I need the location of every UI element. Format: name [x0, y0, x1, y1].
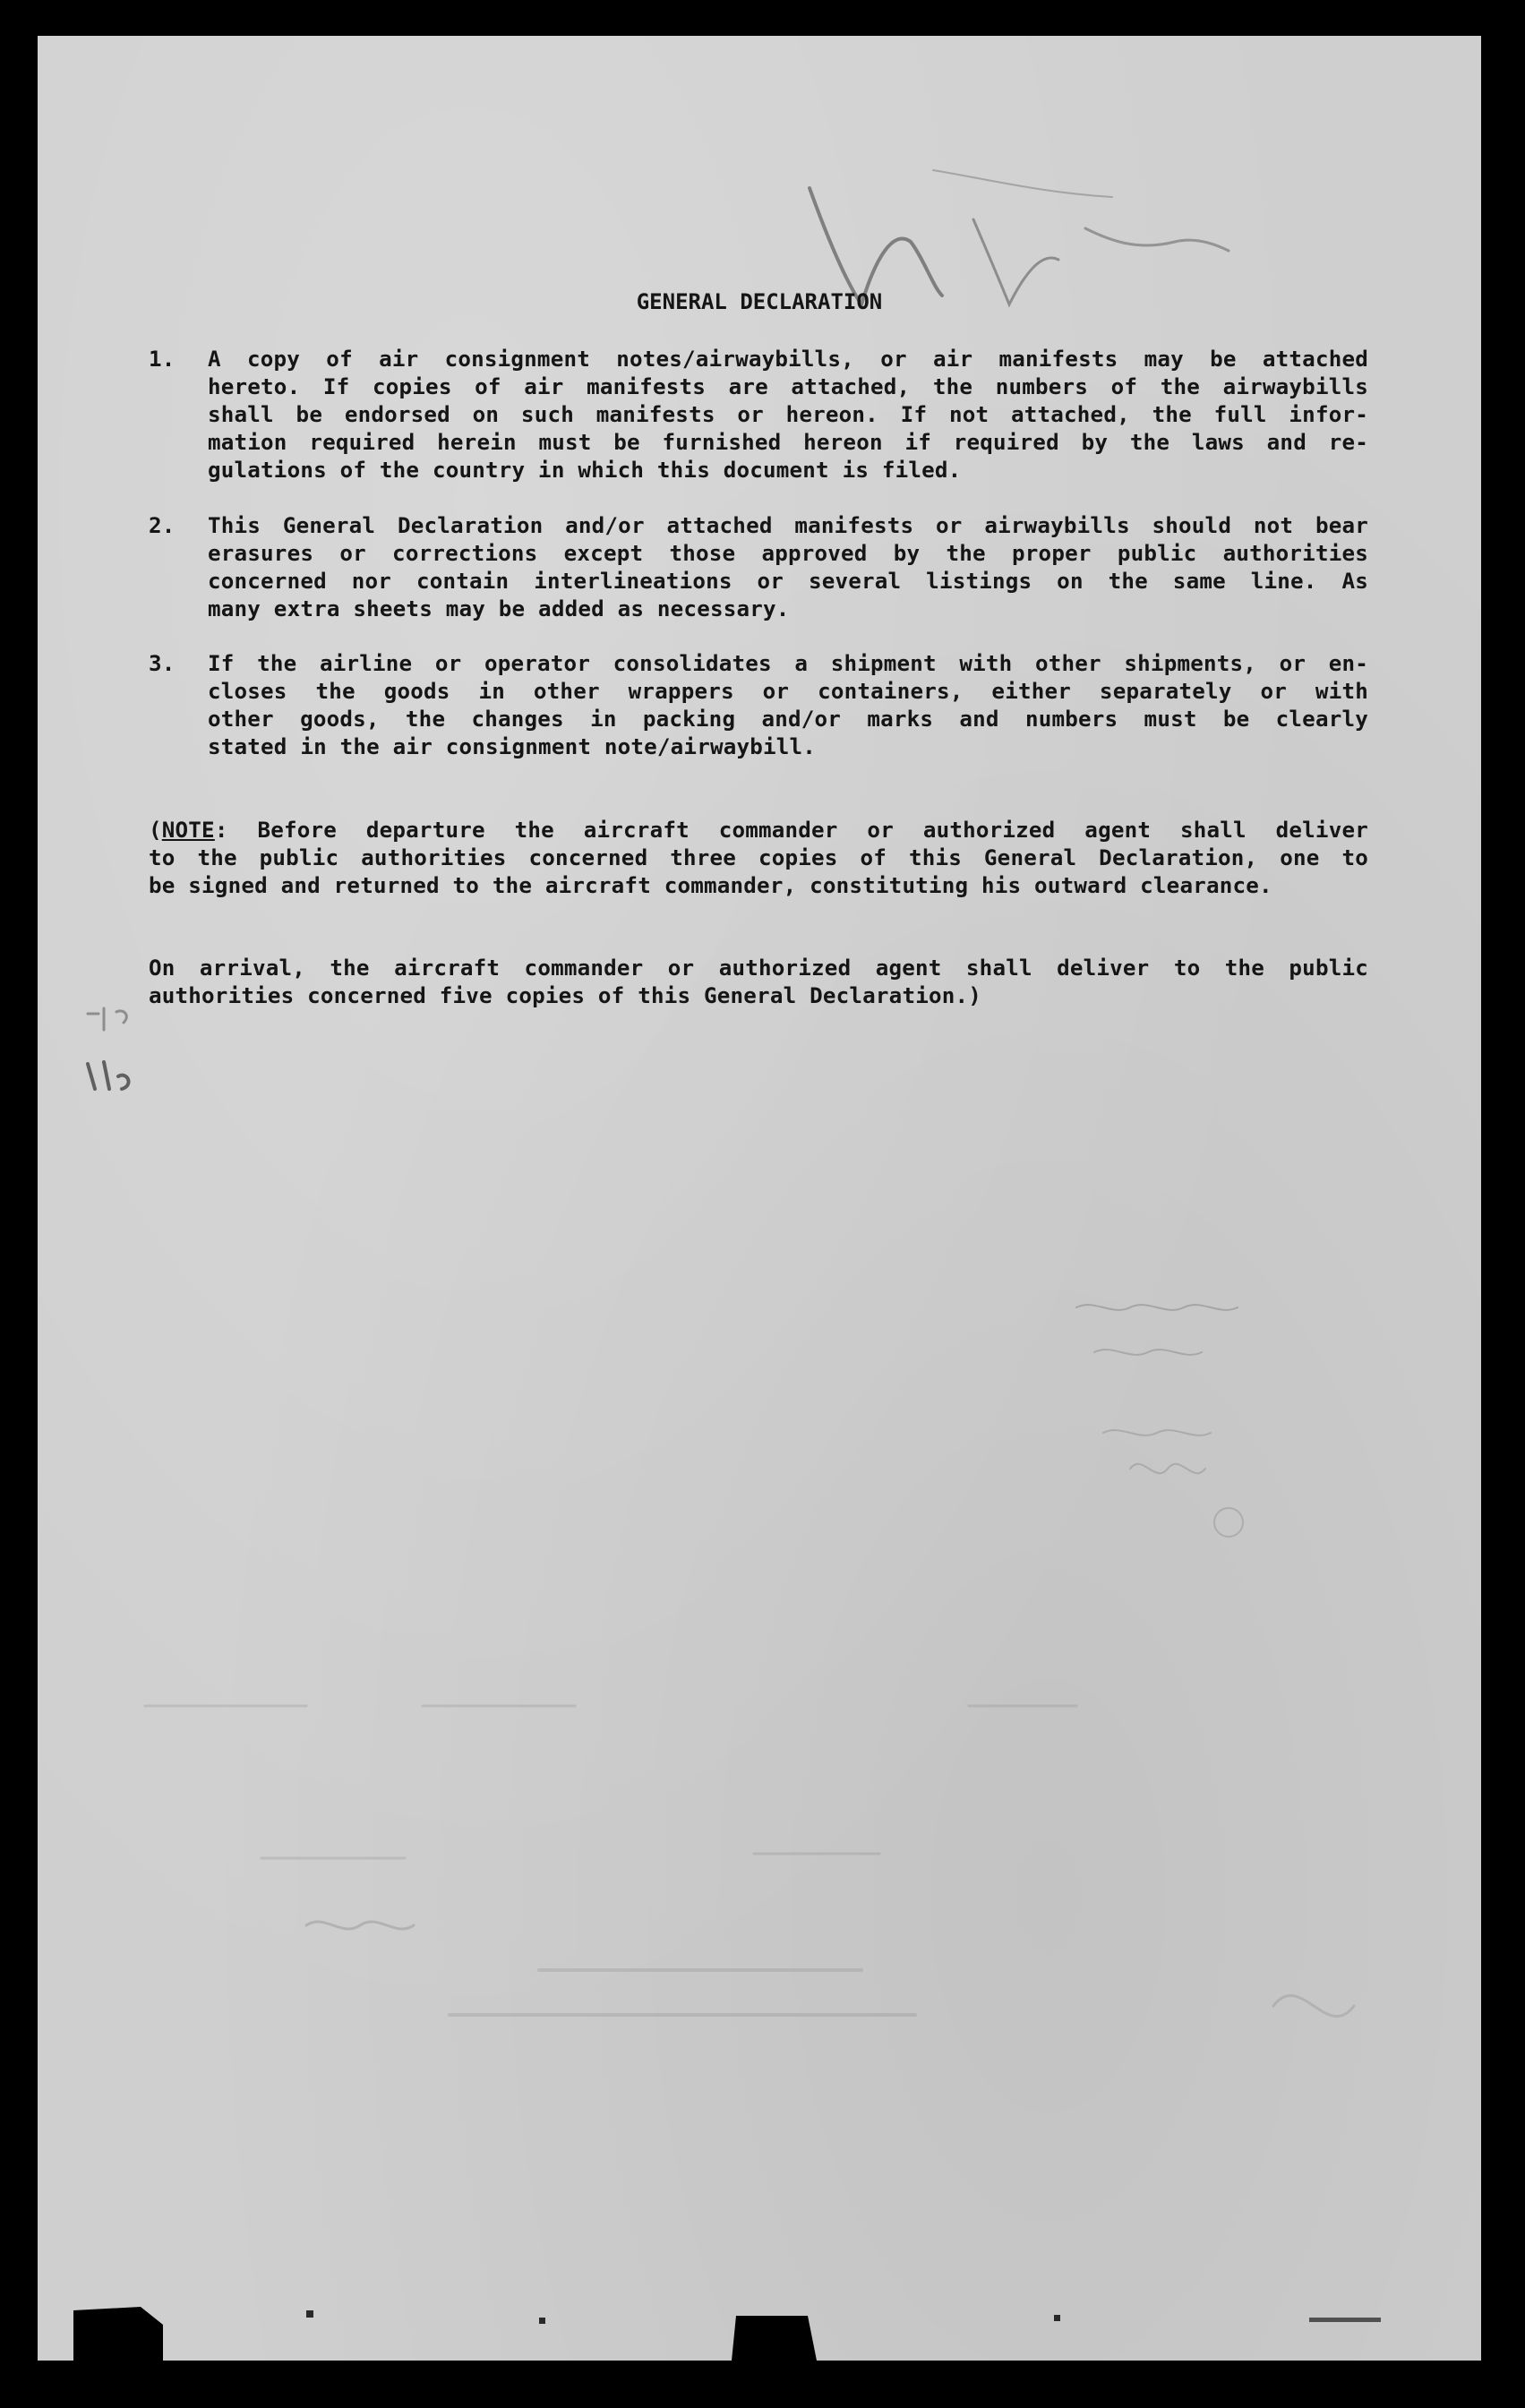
document-page	[38, 36, 1481, 2361]
item-line: If the airline or operator consolidates a shipment with other shipments, or en-	[208, 651, 1368, 676]
item-text	[208, 650, 1368, 761]
item-line: many extra sheets may be added as necessary.	[208, 596, 790, 621]
item-number: 1.	[149, 347, 176, 372]
item-line: gulations of the country in which this document is filed.	[208, 458, 962, 483]
arrival-line: authorities concerned five copies of this General Declaration.)	[149, 983, 982, 1008]
item-number: 2.	[149, 513, 176, 538]
item-line: other goods, the changes in packing and/or marks and numbers must be clearly	[208, 707, 1368, 732]
note-first-line-text: : Before departure the aircraft commander or authorized agent shall deliver	[214, 818, 1368, 843]
item-line: closes the goods in other wrappers or containers, either separately or with	[208, 679, 1368, 704]
item-text	[208, 346, 1368, 484]
item-line: hereto. If copies of air manifests are attached, the numbers of the airwaybills	[208, 374, 1368, 399]
arrival-block	[149, 955, 1368, 1010]
item-line: A copy of air consignment notes/airwaybills, or air manifests may be attached	[208, 347, 1368, 372]
note-first-line	[149, 817, 1368, 844]
arrival-line: On arrival, the aircraft commander or authorized agent shall deliver to the public	[149, 955, 1368, 981]
item-number: 3.	[149, 651, 176, 676]
item-line: concerned nor contain interlineations or several listings on the same line. As	[208, 569, 1368, 594]
document-body	[38, 36, 1481, 2361]
item-text	[208, 512, 1368, 623]
note-line: be signed and returned to the aircraft commander, constituting his outward clearance.	[149, 873, 1272, 898]
item-line: This General Declaration and/or attached manifests or airwaybills should not bear	[208, 513, 1368, 538]
document-title: GENERAL DECLARATION	[636, 289, 883, 314]
note-block	[149, 817, 1368, 900]
item-line: stated in the air consignment note/airwaybill.	[208, 734, 817, 759]
note-line: to the public authorities concerned three copies of this General Declaration, one to	[149, 845, 1368, 870]
note-open-paren: (	[149, 818, 162, 843]
item-line: mation required herein must be furnished hereon if required by the laws and re-	[208, 430, 1368, 455]
item-line: erasures or corrections except those approved by the proper public authorities	[208, 541, 1368, 566]
note-label: NOTE	[161, 818, 215, 843]
item-line: shall be endorsed on such manifests or hereon. If not attached, the full infor-	[208, 402, 1368, 427]
